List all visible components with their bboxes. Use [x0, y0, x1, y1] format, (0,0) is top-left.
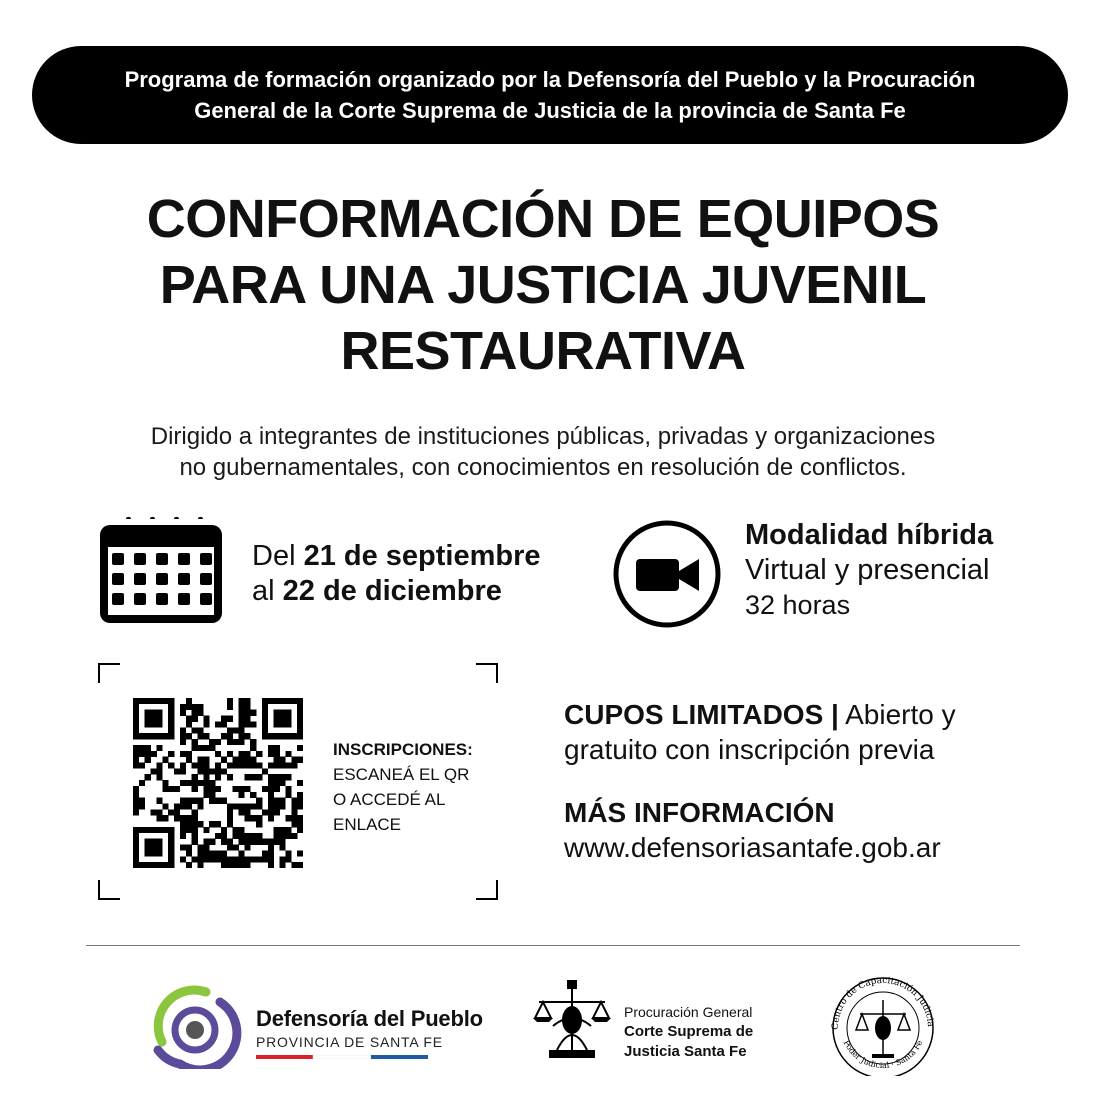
spots-text-1: Abierto y — [838, 699, 956, 730]
capacitacion-judicial-seal-icon — [818, 976, 948, 1076]
procuracion-text — [624, 1002, 753, 1062]
description-line-1: Dirigido a integrantes de instituciones públicas, privadas y organizaciones — [150, 423, 936, 450]
modality — [745, 518, 993, 623]
defensoria-flag-bar — [256, 1055, 428, 1059]
title-line-2: PARA UNA JUSTICIA JUVENIL — [159, 255, 927, 315]
banner-line-2: General de la Corte Suprema de Justicia de la provincia de Santa Fe — [194, 98, 906, 123]
date-prefix-end: al — [252, 575, 283, 607]
registration-heading: INSCRIPCIONES: — [333, 740, 473, 759]
qr-code[interactable] — [133, 698, 303, 868]
spots-text-2: gratuito con inscripción previa — [564, 734, 935, 765]
registration-line-3: ENLACE — [333, 815, 402, 834]
video-camera-icon — [612, 519, 722, 629]
date-prefix-start: Del — [252, 540, 304, 572]
procuracion-line-1: Procuración General — [624, 1004, 753, 1020]
modality-hours: 32 horas — [745, 590, 851, 620]
calendar-icon — [98, 515, 224, 625]
description — [0, 421, 1086, 483]
modality-title: Modalidad híbrida — [745, 519, 994, 551]
registration-line-1: ESCANEÁ EL QR — [333, 765, 470, 784]
spots-info — [564, 697, 956, 767]
title-line-1: CONFORMACIÓN DE EQUIPOS — [146, 189, 940, 249]
procuracion-line-2: Corte Suprema de — [624, 1023, 754, 1040]
modality-detail: Virtual y presencial — [745, 554, 990, 586]
registration-line-2: O ACCEDÉ AL — [333, 790, 446, 809]
banner-line-1: Programa de formación organizado por la Defensoría del Pueblo y la Procuración — [124, 67, 976, 92]
page-title — [0, 186, 1086, 384]
more-info-url[interactable]: www.defensoriasantafe.gob.ar — [564, 832, 941, 863]
date-range — [252, 539, 541, 609]
date-start: 21 de septiembre — [303, 540, 541, 572]
defensoria-subtitle: PROVINCIA DE SANTA FE — [256, 1034, 443, 1050]
top-banner — [32, 46, 1068, 144]
spots-label: CUPOS LIMITADOS | — [564, 699, 839, 730]
procuracion-seal-icon — [531, 980, 613, 1064]
description-line-2: no gubernamentales, con conocimientos en resolución de conflictos. — [179, 454, 907, 481]
seal-text-top: Centro de Capacitación Judicia — [830, 976, 936, 1031]
registration-info — [333, 737, 473, 837]
more-info — [564, 795, 941, 865]
footer-divider — [86, 945, 1020, 946]
defensoria-logo-icon — [150, 984, 245, 1069]
defensoria-name: Defensoría del Pueblo — [256, 1006, 483, 1031]
date-end: 22 de diciembre — [282, 575, 502, 607]
procuracion-line-3: Justicia Santa Fe — [624, 1043, 747, 1060]
title-line-3: RESTAURATIVA — [340, 321, 746, 381]
more-info-label: MÁS INFORMACIÓN — [564, 797, 835, 828]
seal-text-bottom: Poder Judicial · Santa Fe — [841, 1038, 925, 1071]
